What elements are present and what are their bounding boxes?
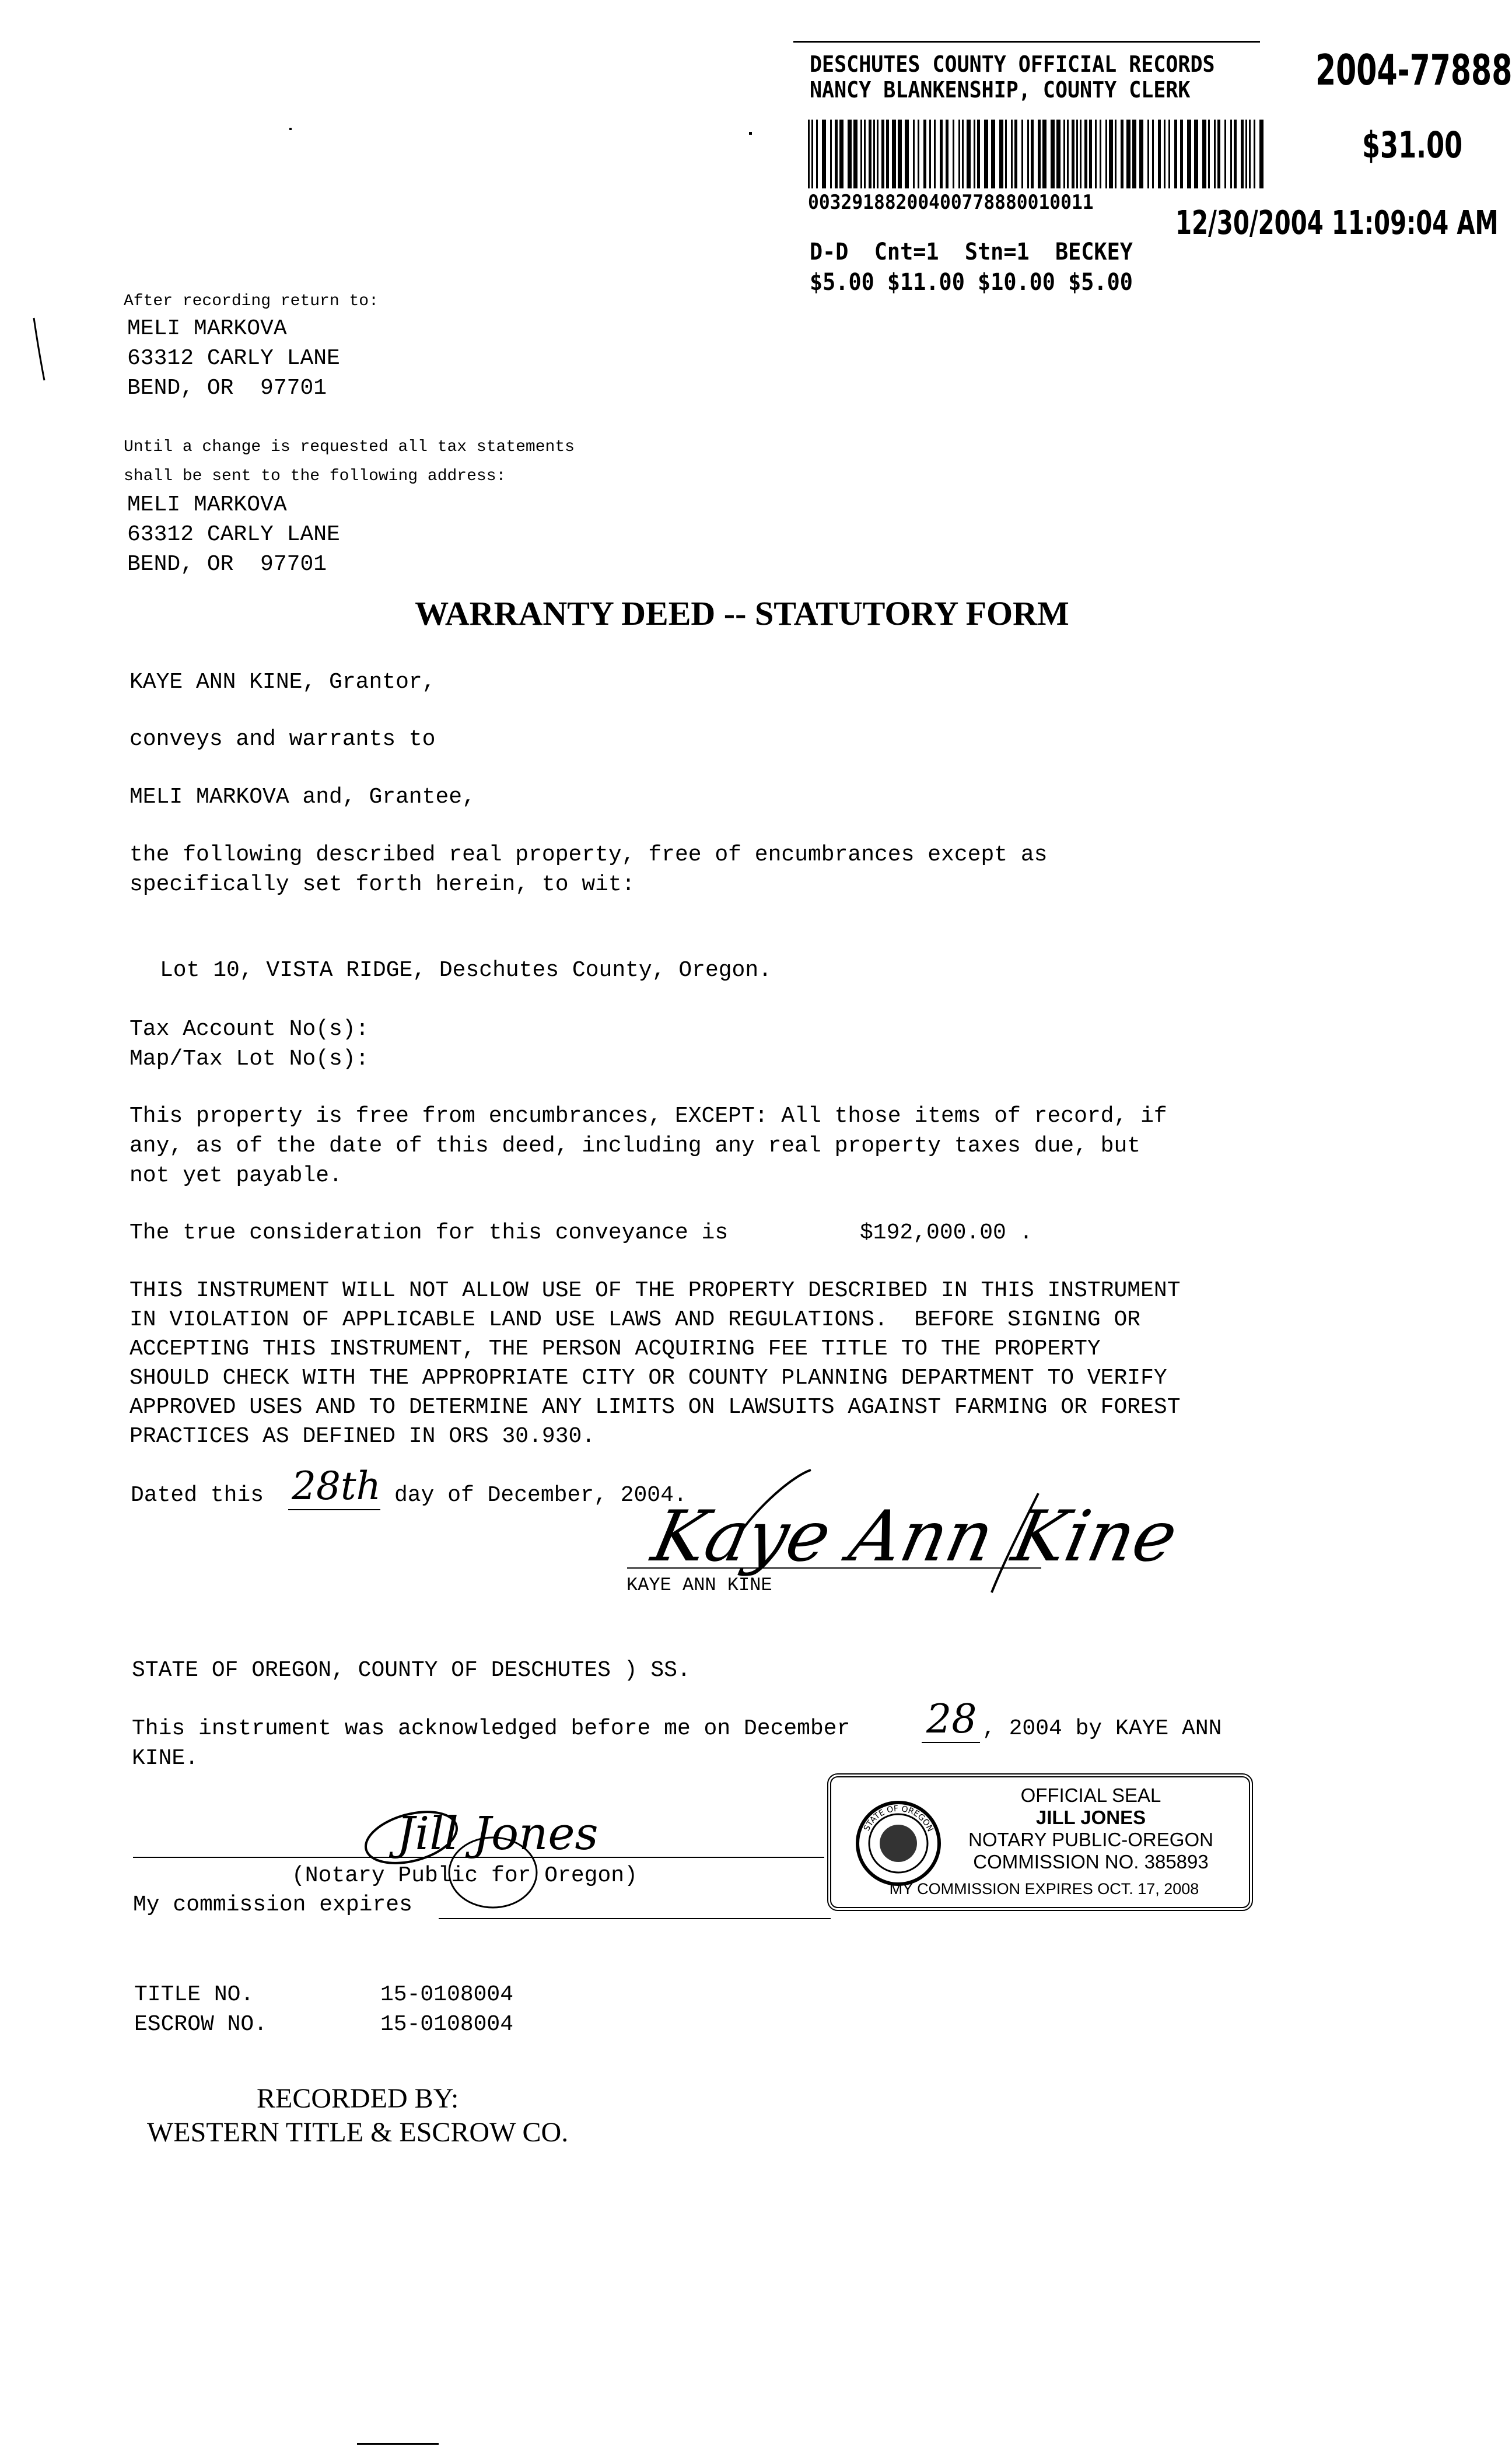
barcode-bar (1005, 120, 1007, 188)
barcode-bar (1095, 120, 1097, 188)
barcode-bar (946, 120, 949, 188)
barcode-bar (1180, 120, 1183, 188)
barcode-bar (918, 120, 919, 188)
barcode-bar (1084, 120, 1087, 188)
barcode-bar (1194, 120, 1198, 188)
scan-speck (289, 128, 292, 130)
barcode-bar (913, 120, 915, 188)
barcode-bar (1051, 120, 1055, 188)
barcode-bar (1139, 120, 1143, 188)
svg-text:Kaye Ann Kine: Kaye Ann Kine (645, 1495, 1185, 1577)
barcode-bar (1158, 120, 1161, 188)
svg-text:Jill Jones: Jill Jones (397, 1808, 598, 1860)
barcode-bar (1121, 120, 1124, 188)
grantee-line: MELI MARKOVA and, Grantee, (130, 785, 475, 810)
deed-title: WARRANTY DEED -- STATUTORY FORM (415, 594, 1069, 632)
barcode-bar (1076, 120, 1078, 188)
warning-line-5: APPROVED USES AND TO DETERMINE ANY LIMITS ON LAWSUITS AGAINST FARMING OR FOREST (130, 1395, 1181, 1420)
barcode-bar (1100, 120, 1101, 188)
barcode-bar (1249, 120, 1251, 188)
barcode-bar (816, 120, 818, 188)
barcode-bar (1217, 120, 1220, 188)
barcode-bar (974, 120, 975, 188)
property-intro-2: specifically set forth herein, to wit: (130, 872, 635, 897)
barcode-bar (877, 120, 878, 188)
return-to-city: BEND, OR 97701 (127, 376, 327, 401)
barcode-bar (1038, 120, 1041, 188)
barcode-bar (811, 120, 813, 188)
scan-speck (749, 132, 752, 135)
barcode-bar (1080, 120, 1082, 188)
barcode-bar (953, 120, 954, 188)
barcode-bar (977, 120, 980, 188)
barcode-bar (1214, 120, 1216, 188)
tax-account-line: Tax Account No(s): (130, 1017, 369, 1042)
barcode-bar (991, 120, 995, 188)
seal-line-3: NOTARY PUBLIC-OREGON (968, 1829, 1213, 1850)
barcode-bar (1202, 120, 1206, 188)
tax-statement-name: MELI MARKOVA (127, 492, 287, 517)
barcode-bar (822, 120, 826, 188)
recorded-by-company: WESTERN TITLE & ESCROW CO. (147, 2117, 569, 2148)
barcode-bar (934, 120, 936, 188)
barcode-bar (1259, 120, 1264, 188)
consideration-amount: $192,000.00 . (860, 1220, 1033, 1245)
conveys-line: conveys and warrants to (130, 727, 436, 752)
barcode-bar (1115, 120, 1116, 188)
barcode-bar (958, 120, 960, 188)
warning-line-1: THIS INSTRUMENT WILL NOT ALLOW USE OF THE PROPERTY DESCRIBED IN THIS INSTRUMENT (130, 1278, 1181, 1303)
warning-line-3: ACCEPTING THIS INSTRUMENT, THE PERSON ACQUIRING FEE TITLE TO THE PROPERTY (130, 1336, 1101, 1362)
barcode-bar (1208, 120, 1210, 188)
title-no-label: TITLE NO. (134, 1982, 254, 2007)
tax-statement-city: BEND, OR 97701 (127, 552, 327, 577)
barcode-bar (1031, 120, 1034, 188)
scan-mark (28, 315, 51, 385)
barcode-bar (962, 120, 964, 188)
escrow-no-label: ESCROW NO. (134, 2012, 268, 2037)
barcode-bar (898, 120, 902, 188)
barcode-bar (1014, 120, 1017, 188)
recorded-datetime: 12/30/2004 11:09:04 AM (1175, 204, 1499, 242)
encumbrance-3: not yet payable. (130, 1163, 342, 1188)
barcode-bar (860, 120, 862, 188)
barcode-bar (1168, 120, 1170, 188)
consideration-label: The true consideration for this conveyance is (130, 1220, 729, 1245)
barcode-bar (1105, 120, 1107, 188)
barcode-number: 00329188200400778880010011 (808, 191, 1094, 214)
svg-text:28: 28 (926, 1696, 977, 1742)
barcode-bar (923, 120, 926, 188)
barcode-bar (853, 120, 858, 188)
commission-label: My commission expires (133, 1892, 412, 1917)
svg-text:28th: 28th (292, 1464, 382, 1508)
barcode-bar (1027, 120, 1029, 188)
dated-day-handwritten (288, 1463, 387, 1510)
notary-label: (Notary Public for Oregon) (292, 1863, 638, 1888)
ack-line-prefix: This instrument was acknowledged before me on December (132, 1716, 850, 1741)
barcode-bar (1132, 120, 1136, 188)
barcode-bar (1072, 120, 1074, 188)
svg-text:STATE OF OREGON: STATE OF OREGON (862, 1804, 935, 1833)
state-seal-emblem (855, 1800, 942, 1887)
notary-signature-line (133, 1857, 824, 1858)
barcode-bar (1063, 120, 1065, 188)
barcode-bar (1187, 120, 1191, 188)
barcode-bar (1224, 120, 1226, 188)
escrow-no-value: 15-0108004 (380, 2012, 514, 2037)
commission-blank (439, 1918, 831, 1919)
recorded-by-label: RECORDED BY: (257, 2083, 459, 2114)
barcode-bar (905, 120, 909, 188)
warning-line-2: IN VIOLATION OF APPLICABLE LAND USE LAWS AND REGULATIONS. BEFORE SIGNING OR (130, 1307, 1141, 1332)
legal-description: Lot 10, VISTA RIDGE, Deschutes County, Oregon. (160, 958, 772, 983)
barcode-bar (1147, 120, 1149, 188)
barcode-bar (839, 120, 844, 188)
dated-prefix: Dated this (131, 1483, 264, 1508)
warning-line-6: PRACTICES AS DEFINED IN ORS 30.930. (130, 1424, 596, 1449)
encumbrance-1: This property is free from encumbrances, EXCEPT: All those items of record, if (130, 1104, 1167, 1129)
return-to-label: After recording return to: (124, 292, 379, 310)
barcode-bar (1234, 120, 1237, 188)
barcode-bar (1230, 120, 1232, 188)
barcode-bar (808, 120, 810, 188)
encumbrance-2: any, as of the date of this deed, including any real property taxes due, but (130, 1133, 1141, 1158)
seal-line-5: MY COMMISSION EXPIRES OCT. 17, 2008 (889, 1880, 1199, 1898)
recording-office-line1: DESCHUTES COUNTY OFFICIAL RECORDS (810, 51, 1215, 77)
barcode-bar (881, 120, 884, 188)
barcode-bar (1067, 120, 1069, 188)
barcode-bar (886, 120, 889, 188)
seal-line-4: COMMISSION NO. 385893 (973, 1851, 1209, 1873)
recording-barcode (808, 120, 1269, 190)
recording-fees: $5.00 $11.00 $10.00 $5.00 (810, 269, 1133, 296)
fee-total: $31.00 (1362, 124, 1463, 166)
ack-line-2: KINE. (132, 1746, 199, 1771)
seal-line-1: OFFICIAL SEAL (1020, 1784, 1161, 1806)
venue-line: STATE OF OREGON, COUNTY OF DESCHUTES ) SS. (132, 1658, 691, 1683)
stamp-top-border (793, 41, 1260, 43)
barcode-bar (1152, 120, 1154, 188)
barcode-bar (1245, 120, 1247, 188)
barcode-bar (848, 120, 852, 188)
barcode-bar (1241, 120, 1244, 188)
barcode-bar (1254, 120, 1255, 188)
return-to-name: MELI MARKOVA (127, 316, 287, 341)
barcode-bar (864, 120, 866, 188)
recording-office-line2: NANCY BLANKENSHIP, COUNTY CLERK (810, 77, 1191, 103)
return-to-street: 63312 CARLY LANE (127, 346, 340, 371)
barcode-bar (1089, 120, 1092, 188)
barcode-bar (1126, 120, 1130, 188)
barcode-bar (940, 120, 943, 188)
recording-codes: D-D Cnt=1 Stn=1 BECKEY (810, 239, 1133, 265)
barcode-bar (967, 120, 971, 188)
barcode-bar (1042, 120, 1046, 188)
barcode-bar (892, 120, 896, 188)
warning-line-4: SHOULD CHECK WITH THE APPROPRIATE CITY OR COUNTY PLANNING DEPARTMENT TO VERIFY (130, 1366, 1167, 1391)
scan-edge-mark (357, 2443, 439, 2445)
barcode-bar (929, 120, 931, 188)
dated-suffix: day of December, 2004. (394, 1483, 687, 1508)
barcode-bar (1174, 120, 1177, 188)
official-seal (827, 1773, 1253, 1911)
barcode-bar (1109, 120, 1113, 188)
signature-line (627, 1567, 1041, 1569)
document-number: 2004-77888 (1315, 46, 1512, 94)
ack-line-suffix: , 2004 by KAYE ANN (982, 1716, 1222, 1741)
tax-statement-label-2: shall be sent to the following address: (124, 467, 506, 485)
barcode-bar (1056, 120, 1060, 188)
barcode-bar (830, 120, 832, 188)
grantor-line: KAYE ANN KINE, Grantor, (130, 670, 436, 695)
tax-statement-street: 63312 CARLY LANE (127, 522, 340, 547)
title-no-value: 15-0108004 (380, 1982, 514, 2007)
barcode-bar (984, 120, 988, 188)
map-tax-lot-line: Map/Tax Lot No(s): (130, 1046, 369, 1072)
barcode-bar (1011, 120, 1013, 188)
tax-statement-label-1: Until a change is requested all tax statements (124, 438, 575, 456)
barcode-bar (1164, 120, 1166, 188)
barcode-bar (1021, 120, 1023, 188)
barcode-bar (835, 120, 838, 188)
ack-day-handwritten (922, 1694, 986, 1743)
property-intro-1: the following described real property, free of encumbrances except as (130, 842, 1048, 867)
barcode-bar (873, 120, 875, 188)
barcode-bar (999, 120, 1003, 188)
seal-line-2: JILL JONES (1035, 1807, 1146, 1828)
signer-name: KAYE ANN KINE (626, 1574, 772, 1596)
barcode-bar (869, 120, 872, 188)
